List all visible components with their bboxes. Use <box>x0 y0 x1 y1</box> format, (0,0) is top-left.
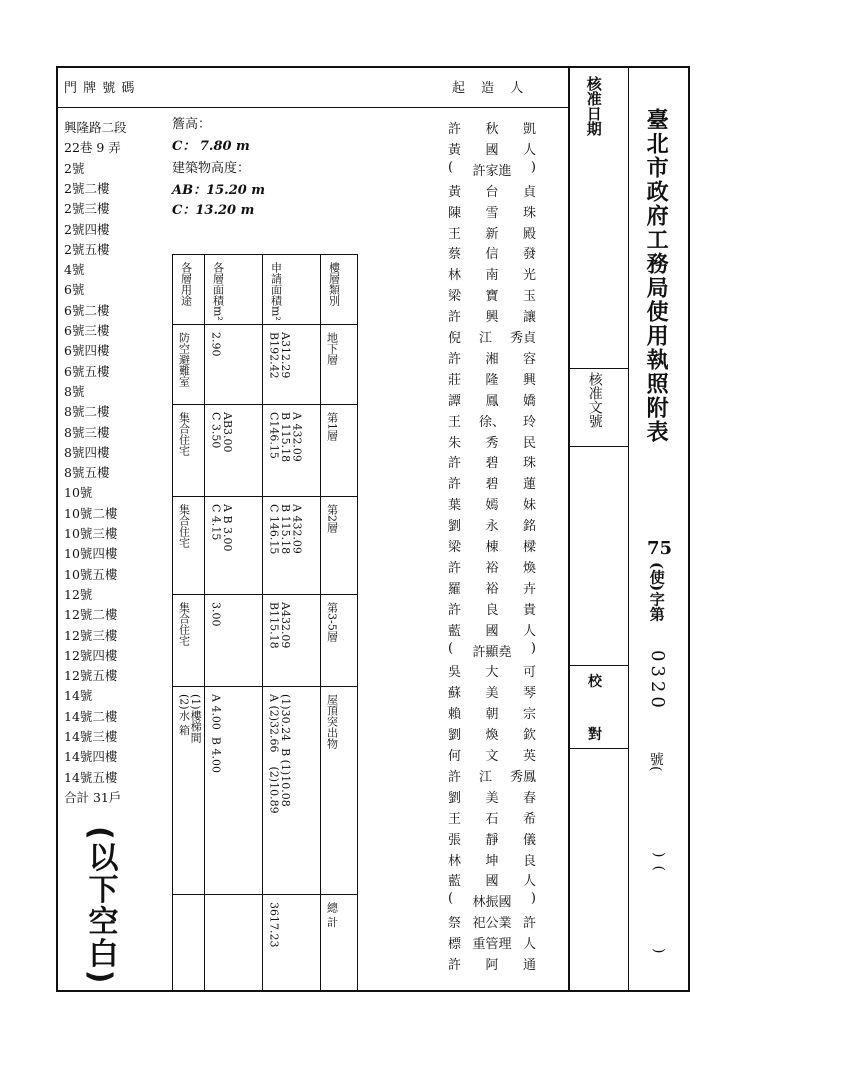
builder-name-part: 凱 <box>522 122 536 137</box>
builder-name-part: 珠 <box>522 456 536 472</box>
builder-row <box>448 787 536 806</box>
approval-number-label: 核准文號 <box>586 372 603 428</box>
builder-name-part: 儀 <box>522 832 536 848</box>
address-item: 2號五樓 <box>64 241 110 257</box>
blank-below-stamp: (以下空白) <box>82 826 118 986</box>
builder-name-part: 南 <box>485 268 499 284</box>
builder-name-part: 王 <box>448 226 462 242</box>
builder-name-part: 許 <box>448 560 462 576</box>
builder-name-part: 許 <box>448 351 462 367</box>
address-item: 4號 <box>64 262 85 278</box>
builder-row <box>448 118 536 137</box>
builder-column-header: 起 造 人 <box>452 81 530 96</box>
builder-name-part: 許 <box>448 310 462 326</box>
builder-name-part: 欽 <box>522 728 536 744</box>
building-height-label: 建築物高度： <box>172 161 251 176</box>
address-item: 8號二樓 <box>64 404 110 420</box>
builder-name-part: 碧 <box>485 456 499 472</box>
builder-row <box>448 661 536 680</box>
table-cell-height: 3.00 <box>209 602 223 627</box>
builder-row <box>448 766 536 785</box>
permit-word: (使)字第 <box>647 562 666 622</box>
builder-name-part: 希 <box>522 811 536 827</box>
builder-name-part: 民 <box>522 435 536 451</box>
builder-name-part: 英 <box>522 749 536 764</box>
table-row-header: 各層用途 <box>179 262 193 306</box>
address-item: 12號五樓 <box>64 668 118 684</box>
table-rule <box>172 894 358 895</box>
builder-name-part: 春 <box>522 790 536 806</box>
builder-name-part: 殿 <box>522 226 536 242</box>
builder-name-part: 貞 <box>522 184 536 200</box>
builder-name-part: 林 <box>448 853 462 869</box>
builder-name-part: 文 <box>485 749 499 764</box>
table-cell-use: 集合住宅 <box>177 602 191 646</box>
builder-row <box>448 202 536 221</box>
builder-row <box>448 620 536 639</box>
table-row-header: 各層面積m² <box>211 262 225 321</box>
table-cell-height: AB3.00 C 3.50 <box>209 412 235 453</box>
builder-name-part: 何 <box>448 749 462 764</box>
builder-name-part: 秀 <box>485 435 499 451</box>
table-rule <box>172 496 358 497</box>
builder-name-part: 許 <box>448 122 462 137</box>
address-item: 12號 <box>64 586 93 602</box>
table-rule <box>172 686 358 687</box>
header-rule <box>58 107 568 108</box>
builder-name-part: 煥 <box>522 560 536 576</box>
builder-name-part: 秋 <box>485 122 499 137</box>
builder-name-part: 陳 <box>448 205 462 221</box>
address-item: 10號三樓 <box>64 526 118 541</box>
builder-name-part: 重管理 <box>472 937 512 953</box>
table-cell-type: 地下層 <box>325 332 339 365</box>
builder-row <box>448 306 536 325</box>
address-item: 8號三樓 <box>64 424 110 440</box>
builder-name-part: 隆 <box>485 372 499 388</box>
address-item: 2號三樓 <box>64 201 110 217</box>
builder-name-part: 莊 <box>448 372 462 388</box>
builder-name-part: 嫣 <box>485 498 499 514</box>
address-item: 14號 <box>64 688 93 704</box>
builder-name-part: 台 <box>485 184 499 200</box>
builder-row <box>448 829 536 848</box>
address-item: 6號五樓 <box>64 363 110 379</box>
builder-name-part: 吳 <box>448 665 462 681</box>
builder-name-part: 黃 <box>448 184 462 200</box>
builder-name-part: 貴 <box>522 602 536 618</box>
builder-name-part: 珠 <box>522 205 536 221</box>
builder-name-part: 煥 <box>485 728 499 744</box>
address-item: 10號二樓 <box>64 505 118 521</box>
builder-name-part: 梁 <box>448 289 462 305</box>
builder-name-part: 劉 <box>448 790 462 806</box>
builder-name-part: 玲 <box>522 414 536 430</box>
builder-name-part: 祀公業 <box>472 916 512 932</box>
builder-row <box>448 933 536 952</box>
builder-row <box>448 348 536 367</box>
builder-name-part: 大 <box>485 665 499 681</box>
builder-name-part: 興 <box>522 372 536 388</box>
builder-name-part: 林振國 <box>472 895 512 911</box>
builder-name-part: 祭 <box>448 916 462 932</box>
side-rule-1 <box>570 368 628 369</box>
builder-row <box>448 515 536 534</box>
builder-row <box>448 285 536 304</box>
proofread-label-2: 對 <box>588 727 602 743</box>
builder-name-part: 王 <box>448 414 462 430</box>
builder-name-part: 江 <box>478 769 492 785</box>
permit-paren-2: ) <box>650 948 667 954</box>
builder-name-part: 劉 <box>448 728 462 744</box>
builder-name-part: 寶 <box>485 289 499 305</box>
builder-name-part: 信 <box>485 247 499 263</box>
builder-name-part: ) <box>530 159 536 175</box>
builder-row <box>448 808 536 827</box>
builder-name-part: 宗 <box>522 707 536 723</box>
builder-name-part: ( <box>448 640 454 656</box>
table-cell-type: 第3-5層 <box>325 602 339 642</box>
builder-row <box>448 891 536 910</box>
builder-name-part: 譚 <box>448 393 462 409</box>
builder-name-part: 張 <box>448 832 462 848</box>
builder-name-part: 標 <box>448 937 462 953</box>
builder-name-part: 王 <box>448 811 462 827</box>
builder-name-part: 倪 <box>448 331 462 346</box>
builder-row <box>448 369 536 388</box>
builder-name-part: 樑 <box>522 540 536 555</box>
address-item: 8號 <box>64 383 85 399</box>
permit-number: 0320 <box>646 650 668 712</box>
builder-row <box>448 703 536 722</box>
builder-name-part: 許家進 <box>472 163 512 179</box>
builder-name-part: 讓 <box>522 310 536 326</box>
builder-name-part: 卉 <box>522 581 536 597</box>
builder-name-part: 阿 <box>485 958 499 973</box>
eaves-height-label: 簷高： <box>172 117 212 132</box>
address-item: 8號五樓 <box>64 465 110 481</box>
builder-name-part: 國 <box>485 142 499 158</box>
builder-name-part: 靜 <box>485 832 499 848</box>
builder-row <box>448 912 536 931</box>
builder-row <box>448 181 536 200</box>
builder-name-part: 藍 <box>448 623 462 639</box>
frame-bottom <box>56 990 690 992</box>
builder-row <box>448 954 536 973</box>
side-rule-3 <box>570 665 628 666</box>
table-row-header: 申請面積m² <box>269 262 283 321</box>
frame-top <box>56 66 690 68</box>
frame-left <box>56 66 58 992</box>
builder-name-part: 湘 <box>485 351 499 367</box>
builder-name-part: ( <box>448 159 454 175</box>
builder-row <box>448 578 536 597</box>
address-item: 14號二樓 <box>64 708 118 724</box>
builder-row <box>448 557 536 576</box>
builder-row <box>448 599 536 618</box>
builder-name-part: 妹 <box>522 498 536 514</box>
table-cell-area: 3617.23 <box>267 902 281 948</box>
table-cell-type: 屋頂突出物 <box>325 694 339 749</box>
builder-row <box>448 641 536 660</box>
table-cell-area: (1)30.24 B (1)10.08 A (2)32.66 (2)10.89 <box>267 694 293 814</box>
divider-side <box>568 66 570 992</box>
builder-name-part: 鳳 <box>485 393 499 409</box>
permit-paren-1: )( <box>650 852 667 879</box>
builder-name-part: 國 <box>485 874 499 890</box>
form-title: 臺北市政府工務局使用執照附表 <box>643 108 670 444</box>
builder-row <box>448 327 536 346</box>
eaves-height-value: C： 7.80 m <box>172 139 250 154</box>
address-item: 興隆路二段 <box>64 120 127 135</box>
builder-name-part: 許 <box>448 602 462 618</box>
builder-row <box>448 494 536 513</box>
divider-title <box>628 66 629 992</box>
builder-name-part: 興 <box>485 310 499 326</box>
builder-name-part: 石 <box>485 811 499 827</box>
side-rule-2 <box>570 446 628 447</box>
builder-name-part: 人 <box>522 142 536 158</box>
builder-row <box>448 223 536 242</box>
address-item: 12號二樓 <box>64 607 118 623</box>
table-rule <box>172 594 358 595</box>
address-item: 6號四樓 <box>64 343 110 359</box>
builder-row <box>448 850 536 869</box>
builder-name-part: 碧 <box>485 477 499 493</box>
table-cell-type: 第2層 <box>325 504 339 533</box>
address-item: 10號四樓 <box>64 546 118 562</box>
approval-date-label: 核准日期 <box>584 76 603 136</box>
builder-name-part: 發 <box>522 247 536 263</box>
builder-name-part: 許顯堯 <box>472 644 512 660</box>
builder-name-part: 羅 <box>448 581 462 597</box>
table-cell-use: (1)樓梯間 (2)水 箱 <box>177 694 203 743</box>
builder-name-part: 裕 <box>485 581 499 597</box>
builder-name-part: 裕 <box>485 560 499 576</box>
builder-name-part: 葉 <box>448 498 462 514</box>
builder-name-part: 良 <box>522 853 536 869</box>
side-rule-4 <box>570 748 628 749</box>
builder-name-part: 秀鳳 <box>509 769 536 785</box>
proofread-label-1: 校 <box>588 674 602 690</box>
builder-name-part: 國 <box>485 623 499 639</box>
builder-name-part: 蘇 <box>448 686 462 702</box>
builder-row <box>448 724 536 743</box>
builder-name-part: 許 <box>448 958 462 973</box>
builder-row <box>448 452 536 471</box>
builder-name-part: 美 <box>485 790 499 806</box>
table-row-header: 樓層類別 <box>327 262 341 306</box>
builder-row <box>448 411 536 430</box>
builder-name-part: 人 <box>522 623 536 639</box>
builder-row <box>448 473 536 492</box>
table-cell-area: A432.09 B115.18 <box>267 602 293 649</box>
builder-name-part: 蔡 <box>448 247 462 263</box>
builder-name-part: ) <box>530 891 536 907</box>
builder-row <box>448 139 536 158</box>
builder-name-part: 永 <box>485 519 499 535</box>
builder-name-part: 許 <box>448 456 462 472</box>
address-item: 14號四樓 <box>64 749 118 765</box>
table-cell-height: A 4.00 B 4.00 <box>209 694 223 773</box>
address-item: 6號二樓 <box>64 302 110 318</box>
frame-right <box>688 66 690 992</box>
permit-year: 75 <box>647 538 673 559</box>
builder-name-part: 劉 <box>448 519 462 535</box>
builder-name-part: 新 <box>485 226 499 242</box>
address-item: 2號二樓 <box>64 180 110 196</box>
builder-name-part: 林 <box>448 268 462 284</box>
builder-name-part: ( <box>448 891 454 907</box>
builder-name-part: 許 <box>522 916 536 932</box>
builder-name-part: 琴 <box>522 686 536 702</box>
builder-name-part: 藍 <box>448 874 462 890</box>
table-cell-type: 總 計 <box>325 902 339 928</box>
address-item: 22巷 9 弄 <box>64 140 121 156</box>
address-item: 6號三樓 <box>64 323 110 338</box>
builder-name-part: 美 <box>485 686 499 702</box>
builder-name-part: 許 <box>448 477 462 493</box>
permit-hao: 號( <box>647 752 664 772</box>
table-cell-height: A B 3.00 C 4.15 <box>209 504 235 552</box>
table-cell-area: A312.29 B192.42 <box>267 332 293 379</box>
builder-name-part: 光 <box>522 268 536 284</box>
builder-name-part: 良 <box>485 602 499 618</box>
table-rule <box>172 404 358 405</box>
builder-name-part: 銘 <box>522 519 536 535</box>
table-cell-type: 第1層 <box>325 412 339 441</box>
table-rule <box>172 990 358 991</box>
address-item: 12號三樓 <box>64 627 118 643</box>
table-cell-area: A 432.09 B 115.18 C146.15 <box>267 412 304 463</box>
address-column-header: 門 牌 號 碼 <box>64 81 136 96</box>
builder-name-part: 徐、 <box>478 414 505 430</box>
builder-row <box>448 536 536 555</box>
builder-name-part: 江 <box>478 331 492 346</box>
address-item: 8號四樓 <box>64 444 110 460</box>
builder-row <box>448 264 536 283</box>
builder-name-part: 坤 <box>485 853 499 869</box>
builder-name-part: 玉 <box>522 289 536 305</box>
address-item: 合計 31戶 <box>64 789 122 805</box>
builder-row <box>448 432 536 451</box>
address-item: 10號 <box>64 485 93 501</box>
builder-name-part: 通 <box>522 958 536 973</box>
table-cell-height: 2.90 <box>209 332 223 357</box>
address-item: 6號 <box>64 282 85 298</box>
address-item: 14號五樓 <box>64 769 118 785</box>
builder-name-part: 許 <box>448 769 462 785</box>
builder-name-part: 雪 <box>485 205 499 221</box>
builder-name-part: 人 <box>522 874 536 890</box>
builder-row <box>448 160 536 179</box>
table-cell-use: 防空避難室 <box>177 332 191 387</box>
builder-name-part: 朝 <box>485 707 499 723</box>
builder-name-part: 蓮 <box>522 477 536 493</box>
address-item: 2號四樓 <box>64 221 110 237</box>
building-height-c: C：13.20 m <box>172 203 255 218</box>
builder-name-part: 黃 <box>448 142 462 158</box>
builder-name-part: ) <box>530 640 536 656</box>
address-item: 10號五樓 <box>64 566 118 582</box>
builder-row <box>448 243 536 262</box>
builder-row <box>448 682 536 701</box>
builder-name-part: 容 <box>522 351 536 367</box>
table-cell-use: 集合住宅 <box>177 412 191 456</box>
builder-name-part: 賴 <box>448 707 462 723</box>
builder-name-part: 嬌 <box>522 393 536 409</box>
area-table <box>172 254 358 990</box>
builder-name-part: 朱 <box>448 435 462 451</box>
address-item: 12號四樓 <box>64 647 118 663</box>
builder-name-part: 人 <box>522 937 536 953</box>
builder-row <box>448 390 536 409</box>
builder-row <box>448 745 536 764</box>
address-item: 2號 <box>64 160 85 176</box>
builder-name-part: 棟 <box>485 540 499 555</box>
builder-row <box>448 870 536 889</box>
builder-name-part: 梁 <box>448 540 462 555</box>
table-cell-use: 集合住宅 <box>177 504 191 548</box>
address-item: 14號三樓 <box>64 729 118 744</box>
builder-name-part: 秀貞 <box>509 331 536 346</box>
building-height-ab: AB：15.20 m <box>172 183 266 198</box>
builder-name-part: 可 <box>522 665 536 681</box>
table-rule <box>172 324 358 325</box>
table-cell-area: A 432.09 B 115.18 C 146.15 <box>267 504 304 555</box>
